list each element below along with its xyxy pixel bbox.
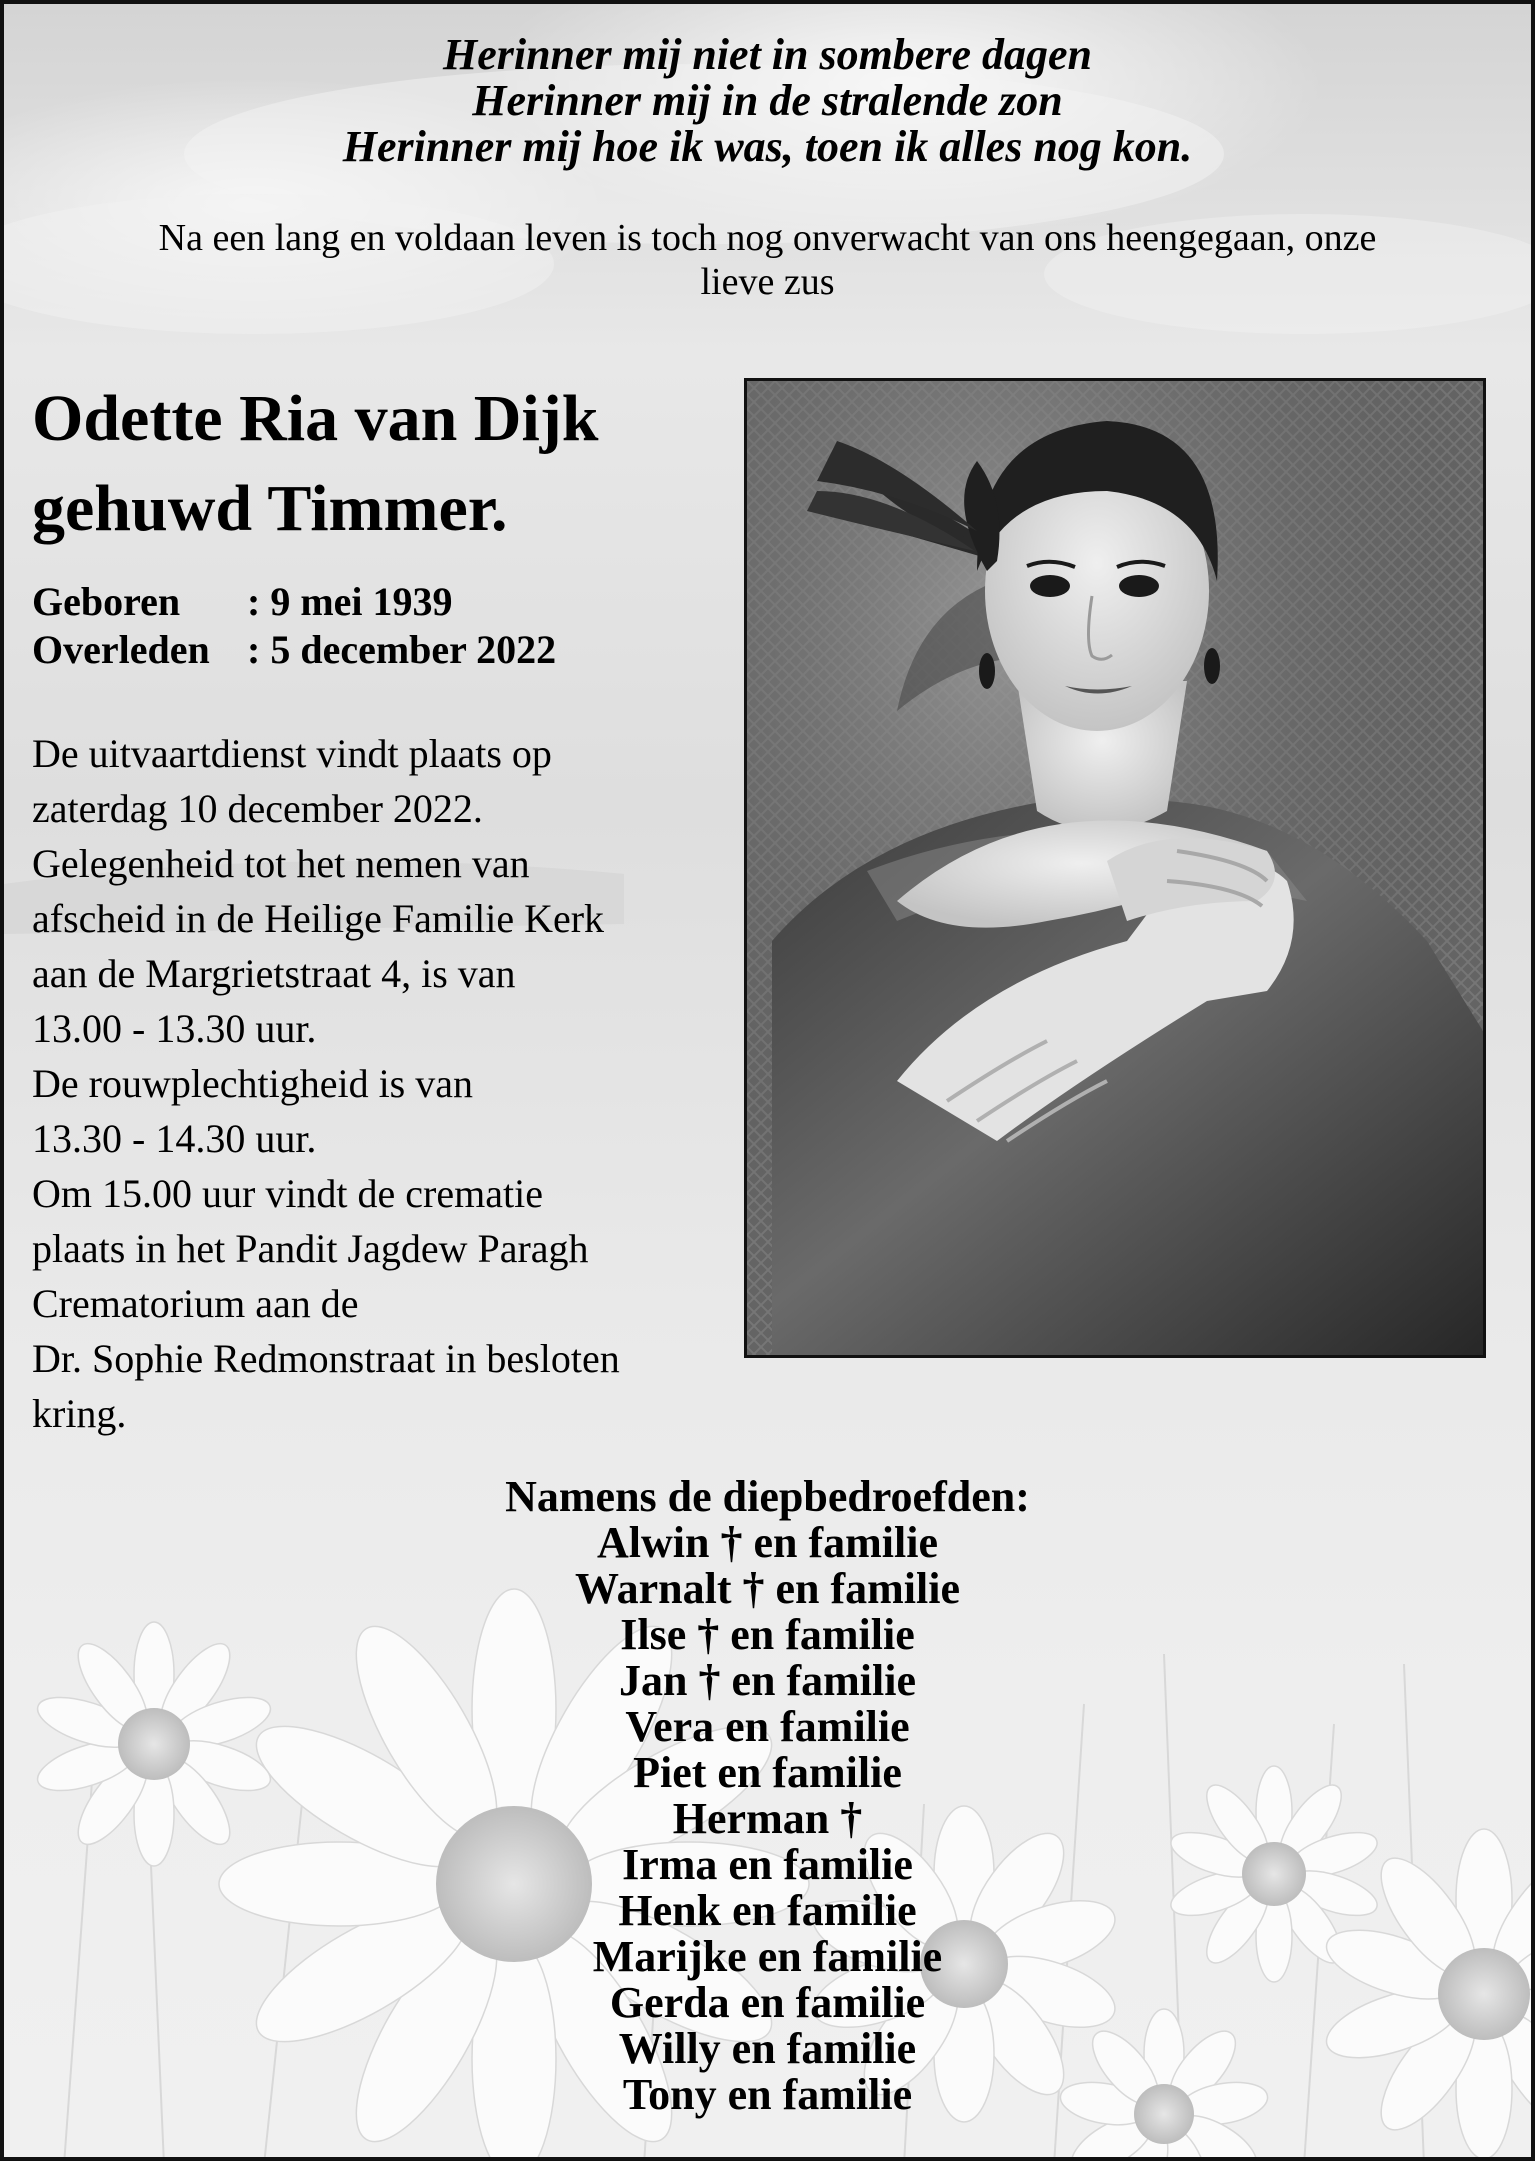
born-value: : 9 mei 1939	[247, 579, 453, 624]
name-line: Odette Ria van Dijk	[32, 382, 599, 455]
family-member: Herman †	[672, 1794, 863, 1843]
family-member: Jan † en familie	[619, 1656, 916, 1705]
married-name-line: gehuwd Timmer.	[32, 472, 508, 545]
family-member: Irma en familie	[622, 1840, 913, 1889]
life-dates	[32, 578, 732, 674]
family-member: Henk en familie	[618, 1886, 917, 1935]
family-heading: Namens de diepbedroefden:	[505, 1472, 1030, 1521]
deceased-name	[32, 374, 732, 554]
born-label: Geboren	[32, 579, 181, 624]
service-line: Dr. Sophie Redmonstraat in besloten	[32, 1336, 620, 1381]
service-line: Crematorium aan de	[32, 1281, 359, 1326]
poem-line: Herinner mij niet in sombere dagen	[442, 30, 1093, 79]
service-line: kring.	[32, 1391, 127, 1436]
poem-line: Herinner mij in de stralende zon	[472, 76, 1063, 125]
died-label: Overleden	[32, 627, 210, 672]
poem-line: Herinner mij hoe ik was, toen ik alles nog kon.	[342, 122, 1193, 171]
family-member: Piet en familie	[633, 1748, 902, 1797]
birth-date-row	[32, 578, 732, 626]
intro-line: lieve zus	[700, 261, 835, 303]
died-value: : 5 december 2022	[247, 627, 557, 672]
announcement-intro	[44, 216, 1491, 304]
intro-line: Na een lang en voldaan leven is toch nog onverwacht van ons heengegaan, onze	[158, 217, 1377, 259]
family-member: Gerda en familie	[609, 1978, 926, 2027]
service-line: Om 15.00 uur vindt de crematie	[32, 1171, 543, 1216]
portrait-photo	[744, 378, 1486, 1358]
family-member: Marijke en familie	[592, 1932, 943, 1981]
service-line: afscheid in de Heilige Familie Kerk	[32, 896, 605, 941]
family-member: Tony en familie	[622, 2070, 913, 2119]
service-line: De uitvaartdienst vindt plaats op	[32, 731, 552, 776]
service-line: aan de Margrietstraat 4, is van	[32, 951, 516, 996]
service-line: Gelegenheid tot het nemen van	[32, 841, 530, 886]
family-member: Warnalt † en familie	[575, 1564, 960, 1613]
memorial-poem	[4, 32, 1531, 170]
family-signatories	[4, 1474, 1531, 2118]
family-member: Vera en familie	[625, 1702, 910, 1751]
service-line: plaats in het Pandit Jagdew Paragh	[32, 1226, 589, 1271]
death-date-row	[32, 626, 732, 674]
family-member: Willy en familie	[618, 2024, 917, 2073]
family-member: Alwin † en familie	[597, 1518, 938, 1567]
service-line: De rouwplechtigheid is van	[32, 1061, 473, 1106]
funeral-service-details	[32, 726, 752, 1441]
service-line: 13.00 - 13.30 uur.	[32, 1006, 317, 1051]
family-member: Ilse † en familie	[620, 1610, 915, 1659]
service-line: zaterdag 10 december 2022.	[32, 786, 483, 831]
service-line: 13.30 - 14.30 uur.	[32, 1116, 317, 1161]
portrait-illustration	[747, 381, 1483, 1355]
